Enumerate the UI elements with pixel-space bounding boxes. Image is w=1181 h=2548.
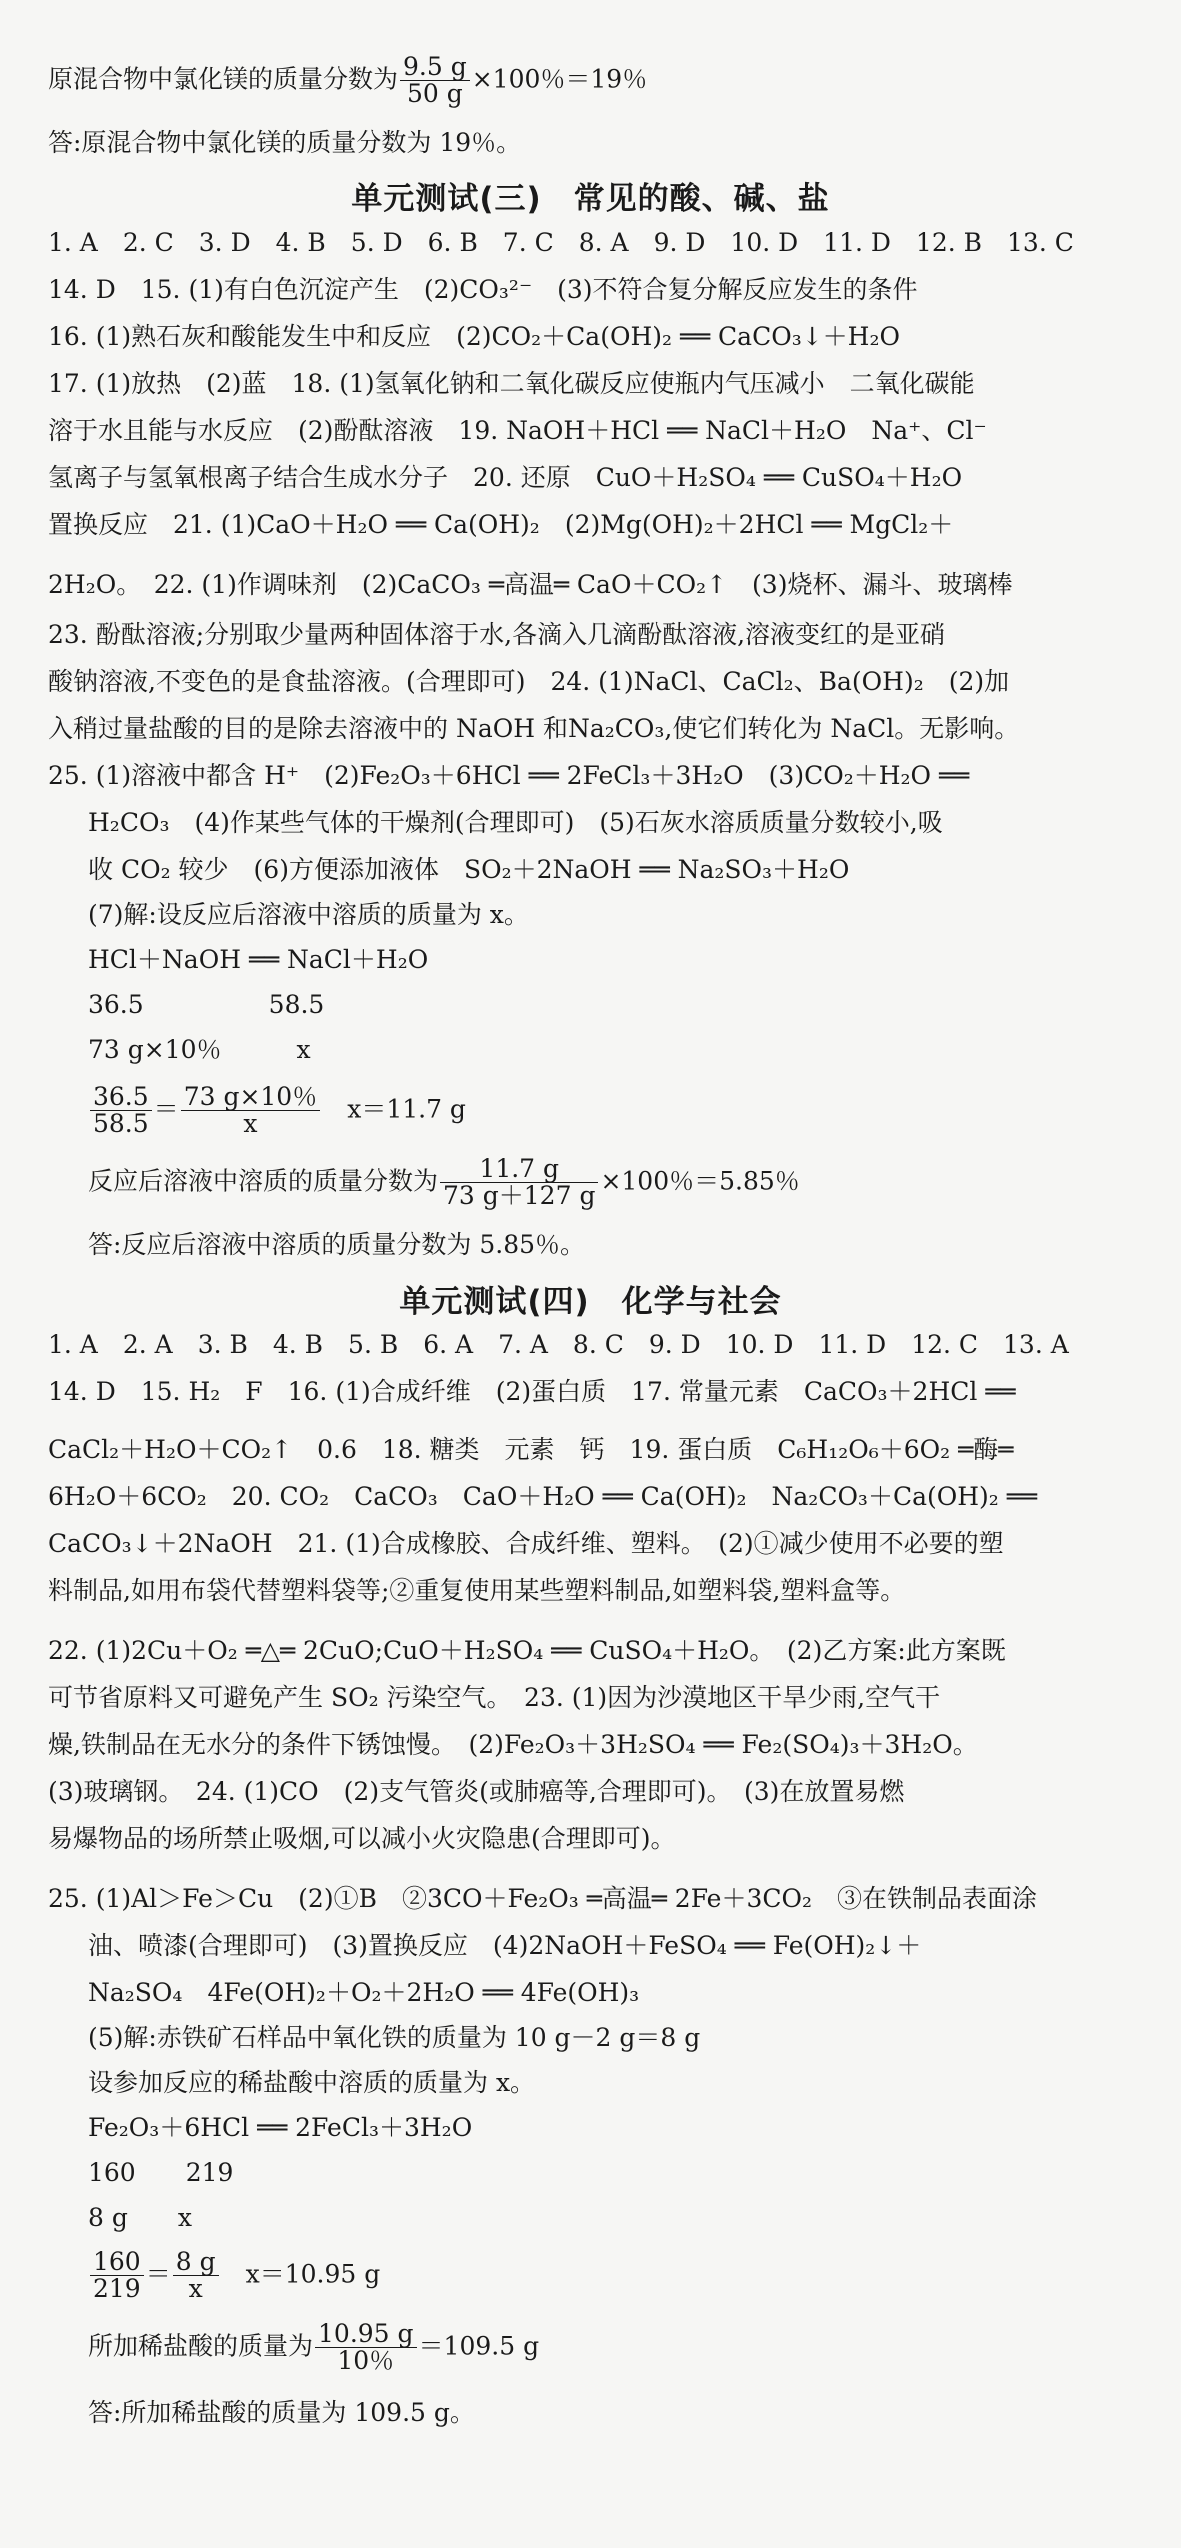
text-line bbox=[48, 1328, 1069, 1362]
fraction-denominator: x bbox=[243, 1109, 258, 1139]
text-line bbox=[48, 1775, 904, 1809]
line-text: 2H₂O。 22. (1)作调味剂 (2)CaCO₃ ═高温═ CaO＋CO₂↑ (3)烧杯、漏斗、玻璃棒 bbox=[48, 570, 1013, 599]
fraction bbox=[90, 1084, 152, 1138]
text-line bbox=[48, 54, 647, 108]
section-heading: 单元测试(三) 常见的酸、碱、盐 bbox=[351, 181, 830, 217]
line-text: Na₂SO₄ 4Fe(OH)₂＋O₂＋2H₂O ══ 4Fe(OH)₃ bbox=[88, 1978, 640, 2007]
text-line bbox=[48, 712, 1019, 746]
text-line bbox=[48, 273, 918, 307]
section-heading: 单元测试(四) 化学与社会 bbox=[399, 1284, 782, 1320]
line-text: 1. A 2. C 3. D 4. B 5. D 6. B 7. C 8. A 9. D 10. D 11. D 12. B 13. C bbox=[48, 228, 1074, 257]
line-text: 答:反应后溶液中溶质的质量分数为 5.85％。 bbox=[88, 1230, 586, 1259]
line-text: CaCl₂＋H₂O＋CO₂↑ 0.6 18. 糖类 元素 钙 19. 蛋白质 C₆H₁₂O₆＋6O₂ ═酶═ bbox=[48, 1435, 1014, 1464]
text-line bbox=[88, 898, 529, 932]
line-text: 6H₂O＋6CO₂ 20. CO₂ CaCO₃ CaO＋H₂O ══ Ca(OH)₂ Na₂CO₃＋Ca(OH)₂ ══ bbox=[48, 1482, 1037, 1511]
line-text: 17. (1)放热 (2)蓝 18. (1)氢氧化钠和二氧化碳反应使瓶内气压减小 二氧化碳能 bbox=[48, 369, 975, 398]
line-text: 置换反应 21. (1)CaO＋H₂O ══ Ca(OH)₂ (2)Mg(OH)₂＋2HCl ══ MgCl₂＋ bbox=[48, 510, 954, 539]
text-line bbox=[88, 2111, 472, 2145]
text-line bbox=[48, 618, 945, 652]
text-line bbox=[88, 1976, 639, 2010]
text-line bbox=[48, 1728, 978, 1762]
line-text: 73 g×10％ x bbox=[88, 1035, 311, 1064]
line-text: H₂CO₃ (4)作某些气体的干燥剂(合理即可) (5)石灰水溶质质量分数较小,吸 bbox=[88, 808, 943, 837]
text-line bbox=[88, 1033, 311, 1067]
text-line bbox=[48, 1433, 1013, 1467]
fraction-numerator: 36.5 bbox=[90, 1084, 152, 1111]
fraction-denominator: 58.5 bbox=[93, 1109, 149, 1139]
text-line bbox=[88, 1228, 585, 1262]
text-line bbox=[48, 1375, 1015, 1409]
fraction bbox=[90, 2249, 144, 2303]
text-line bbox=[88, 1156, 800, 1210]
line-text: 36.5 58.5 bbox=[88, 990, 325, 1019]
text-line bbox=[88, 2249, 380, 2303]
line-text: 22. (1)2Cu＋O₂ ═△═ 2CuO;CuO＋H₂SO₄ ══ CuSO₄＋H₂O。 (2)乙方案:此方案既 bbox=[48, 1636, 1006, 1665]
text-line bbox=[88, 943, 428, 977]
text-line bbox=[88, 988, 324, 1022]
line-text: 料制品,如用布袋代替塑料袋等;②重复使用某些塑料制品,如塑料袋,塑料盒等。 bbox=[48, 1576, 906, 1605]
line-text: (3)玻璃钢。 24. (1)CO (2)支气管炎(或肺癌等,合理即可)。 (3)在放置易燃 bbox=[48, 1777, 905, 1806]
line-text: (7)解:设反应后溶液中溶质的质量为 x。 bbox=[88, 900, 529, 929]
line-text-after: ＝ bbox=[145, 2259, 171, 2289]
text-line bbox=[88, 806, 943, 840]
line-text: 收 CO₂ 较少 (6)方便添加液体 SO₂＋2NaOH ══ Na₂SO₃＋H₂O bbox=[88, 855, 850, 884]
text-line bbox=[48, 1574, 905, 1608]
line-text: HCl＋NaOH ══ NaCl＋H₂O bbox=[88, 945, 429, 974]
line-text: 答:所加稀盐酸的质量为 109.5 g。 bbox=[88, 2398, 475, 2427]
line-text: 1. A 2. A 3. B 4. B 5. B 6. A 7. A 8. C 9. D 10. D 11. D 12. C 13. A bbox=[48, 1330, 1069, 1359]
text-line bbox=[48, 1634, 1006, 1668]
line-text: 14. D 15. (1)有白色沉淀产生 (2)CO₃²⁻ (3)不符合复分解反应发生的条件 bbox=[48, 275, 918, 304]
fraction-numerator: 73 g×10％ bbox=[181, 1084, 321, 1111]
fraction bbox=[315, 2321, 417, 2375]
fraction-denominator: 10％ bbox=[337, 2346, 395, 2376]
line-text: 可节省原料又可避免产生 SO₂ 污染空气。 23. (1)因为沙漠地区干旱少雨,空气干 bbox=[48, 1683, 941, 1712]
line-text-after: ×100％＝19％ bbox=[471, 64, 648, 94]
line-text: 氢离子与氢氧根离子结合生成水分子 20. 还原 CuO＋H₂SO₄ ══ CuSO₄＋H₂O bbox=[48, 463, 963, 492]
text-line bbox=[48, 367, 975, 401]
line-text-after: ＝ bbox=[153, 1094, 179, 1124]
line-text-after: ×100％＝5.85％ bbox=[600, 1166, 800, 1196]
line-text-after: ＝109.5 g bbox=[418, 2331, 540, 2361]
fraction-denominator: 50 g bbox=[406, 79, 463, 109]
fraction-denominator: x bbox=[188, 2274, 203, 2304]
line-text: 易爆物品的场所禁止吸烟,可以减小火灾隐患(合理即可)。 bbox=[48, 1824, 676, 1853]
text-line bbox=[48, 759, 969, 793]
line-text: (5)解:赤铁矿石样品中氧化铁的质量为 10 g－2 g＝8 g bbox=[88, 2023, 701, 2052]
line-text: 14. D 15. H₂ F 16. (1)合成纤维 (2)蛋白质 17. 常量元素 CaCO₃＋2HCl ══ bbox=[48, 1377, 1016, 1406]
text-line bbox=[48, 320, 900, 354]
text-line bbox=[48, 568, 1012, 602]
line-text-after: x＝10.95 g bbox=[220, 2259, 381, 2289]
text-line bbox=[88, 1929, 921, 1963]
text-line bbox=[48, 1882, 1037, 1916]
fraction bbox=[173, 2249, 219, 2303]
line-text: 设参加反应的稀盐酸中溶质的质量为 x。 bbox=[88, 2068, 536, 2097]
text-line bbox=[88, 2321, 539, 2375]
text-line bbox=[48, 665, 1009, 699]
line-text: 25. (1)Al＞Fe＞Cu (2)①B ②3CO＋Fe₂O₃ ═高温═ 2Fe＋3CO₂ ③在铁制品表面涂 bbox=[48, 1884, 1038, 1913]
line-text: 入稍过量盐酸的目的是除去溶液中的 NaOH 和Na₂CO₃,使它们转化为 NaCl。无影响。 bbox=[48, 714, 1020, 743]
fraction-numerator: 10.95 g bbox=[315, 2321, 417, 2348]
text-line bbox=[48, 1480, 1037, 1514]
line-text: 溶于水且能与水反应 (2)酚酞溶液 19. NaOH＋HCl ══ NaCl＋H₂O Na⁺、Cl⁻ bbox=[48, 416, 987, 445]
text-line bbox=[88, 2201, 192, 2235]
text-line bbox=[88, 2156, 233, 2190]
line-text: Fe₂O₃＋6HCl ══ 2FeCl₃＋3H₂O bbox=[88, 2113, 473, 2142]
fraction-numerator: 160 bbox=[90, 2249, 144, 2276]
text-line bbox=[88, 2066, 535, 2100]
line-text: 原混合物中氯化镁的质量分数为 bbox=[48, 64, 399, 94]
text-line bbox=[88, 2396, 475, 2430]
fraction-denominator: 219 bbox=[93, 2274, 141, 2304]
line-text: 25. (1)溶液中都含 H⁺ (2)Fe₂O₃＋6HCl ══ 2FeCl₃＋3H₂O (3)CO₂＋H₂O ══ bbox=[48, 761, 970, 790]
text-line bbox=[48, 508, 953, 542]
fraction bbox=[440, 1156, 598, 1210]
fraction-numerator: 8 g bbox=[173, 2249, 219, 2276]
line-text: 答:原混合物中氯化镁的质量分数为 19％。 bbox=[48, 128, 522, 157]
fraction bbox=[181, 1084, 321, 1138]
text-line bbox=[48, 414, 987, 448]
text-line bbox=[88, 1084, 466, 1138]
text-line bbox=[48, 226, 1074, 260]
line-text: 160 219 bbox=[88, 2158, 234, 2187]
fraction-denominator: 73 g＋127 g bbox=[443, 1181, 596, 1211]
line-text-after: x＝11.7 g bbox=[322, 1094, 466, 1124]
line-text: 反应后溶液中溶质的质量分数为 bbox=[88, 1166, 439, 1196]
line-text: 8 g x bbox=[88, 2203, 192, 2232]
fraction-numerator: 11.7 g bbox=[440, 1156, 598, 1183]
line-text: 燥,铁制品在无水分的条件下锈蚀慢。 (2)Fe₂O₃＋3H₂SO₄ ══ Fe₂(SO₄)₃＋3H₂O。 bbox=[48, 1730, 978, 1759]
text-line bbox=[88, 853, 849, 887]
line-text: CaCO₃↓＋2NaOH 21. (1)合成橡胶、合成纤维、塑料。 (2)①减少使用不必要的塑 bbox=[48, 1529, 1004, 1558]
text-line bbox=[48, 1681, 940, 1715]
fraction-numerator: 9.5 g bbox=[400, 54, 470, 81]
text-line bbox=[48, 1527, 1004, 1561]
text-line bbox=[48, 126, 521, 160]
line-text: 酸钠溶液,不变色的是食盐溶液。(合理即可) 24. (1)NaCl、CaCl₂、Ba(OH)₂ (2)加 bbox=[48, 667, 1010, 696]
text-line bbox=[48, 461, 962, 495]
text-line bbox=[88, 2021, 700, 2055]
line-text: 23. 酚酞溶液;分别取少量两种固体溶于水,各滴入几滴酚酞溶液,溶液变红的是亚硝 bbox=[48, 620, 946, 649]
fraction bbox=[400, 54, 470, 108]
line-text: 16. (1)熟石灰和酸能发生中和反应 (2)CO₂＋Ca(OH)₂ ══ CaCO₃↓＋H₂O bbox=[48, 322, 900, 351]
text-line bbox=[48, 1822, 675, 1856]
line-text: 所加稀盐酸的质量为 bbox=[88, 2331, 314, 2361]
line-text: 油、喷漆(合理即可) (3)置换反应 (4)2NaOH＋FeSO₄ ══ Fe(OH)₂↓＋ bbox=[88, 1931, 922, 1960]
